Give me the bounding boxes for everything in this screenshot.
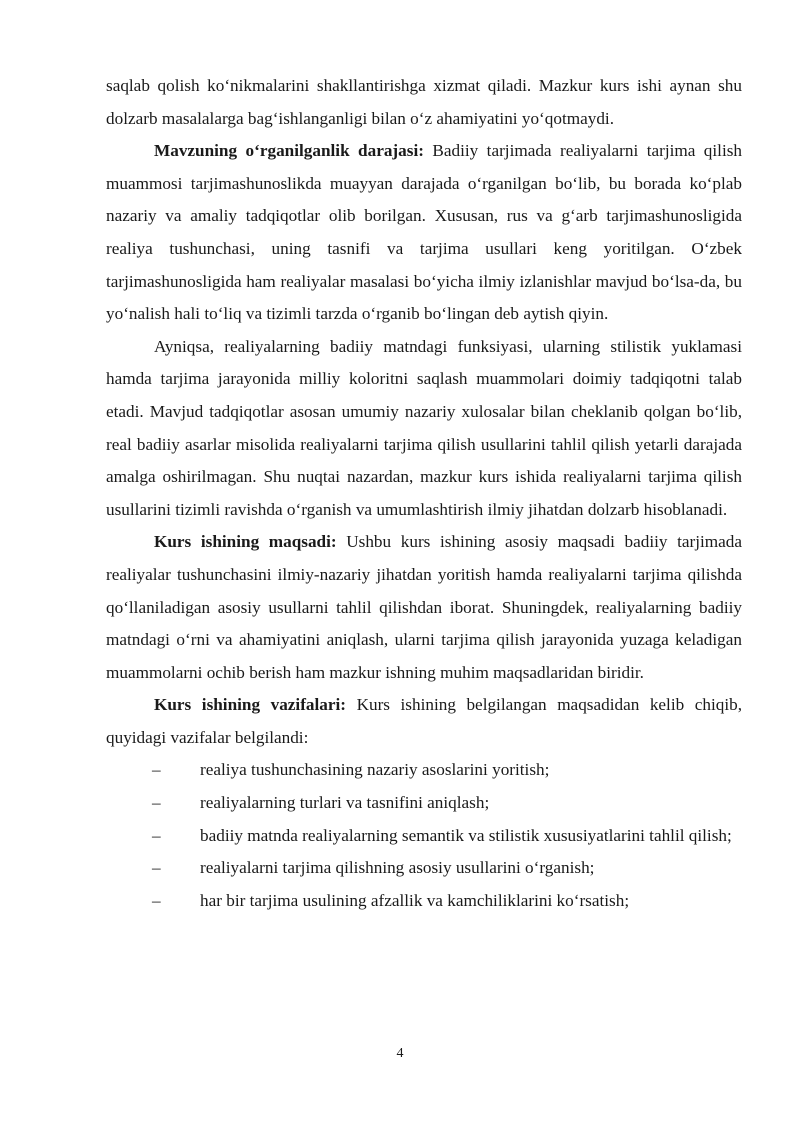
paragraph-relevance: Ayniqsa, realiyalarning badiiy matndagi funksiyasi, ularning stilistik yuklamasi hamda tarjima jarayonida milliy koloritni saqlash muammolari doimiy tadqiqotni talab etadi. Mavjud tadqiqotlar asosan umumiy nazariy xulosalar bilan cheklanib qolgan bo‘lib, real badiiy asarlar misolida realiyalarni tarjima qilish usullarini tahlil qilish yetarli darajada amalga oshirilmagan. Shu nuqtai nazardan, mazkur kurs ishida realiyalarni tarjima qilish usullarini tizimli ravishda o‘rganish va umumlashtirish ilmiy jihatdan dolzarb hisoblanadi. <box>106 336 742 519</box>
document-page <box>106 70 742 917</box>
tasks-text: Kurs ishining belgilangan maqsadidan kelib chiqib, quyidagi vazifalar belgilandi: <box>106 695 742 747</box>
dash-bullet: – <box>152 858 161 878</box>
paragraph-intro-continuation: saqlab qolish ko‘nikmalarini shakllantirishga xizmat qiladi. Mazkur kurs ishi aynan shu dolzarb masalalarga bag‘ishlanganligi bilan o‘z ahamiyatini yo‘qotmaydi. <box>106 76 742 128</box>
dash-bullet: – <box>152 890 161 910</box>
page-number: 4 <box>396 1046 404 1061</box>
list-item-text: realiyalarning turlari va tasnifini aniqlash; <box>200 793 490 813</box>
paragraph-goal <box>106 526 742 689</box>
heading-goal: Kurs ishining maqsadi: <box>154 532 337 552</box>
heading-tasks: Kurs ishining vazifalari: <box>154 695 347 715</box>
paragraph-study-level <box>106 135 742 331</box>
list-item <box>106 820 742 853</box>
list-item-text: har bir tarjima usulining afzallik va kamchiliklarini ko‘rsatish; <box>200 890 630 910</box>
list-item-text: realiya tushunchasining nazariy asoslarini yoritish; <box>200 760 550 780</box>
heading-study-level: Mavzuning o‘rganilganlik darajasi: <box>154 141 424 161</box>
dash-bullet: – <box>152 825 161 845</box>
list-item <box>106 852 742 885</box>
list-item <box>106 754 742 787</box>
study-level-text: Badiiy tarjimada realiyalarni tarjima qilish muammosi tarjimashunoslikda muayyan darajada o‘rganilgan bo‘lib, bu borada ko‘plab nazariy va amaliy tadqiqotlar olib borilgan. Xususan, rus va g‘arb tarjimashunosligida realiya tushunchasi, uning tasnifi va tarjima usullari keng yoritilgan. O‘zbek tarjimashunosligida ham realiyalar masalasi bo‘yicha ilmiy izlanishlar mavjud bo‘lsa-da, bu yo‘nalish hali to‘liq va tizimli tarzda o‘rganib bo‘lingan deb aytish qiyin. <box>106 141 743 324</box>
dash-bullet: – <box>152 760 161 780</box>
goal-text: Ushbu kurs ishining asosiy maqsadi badiiy tarjimada realiyalar tushunchasini ilmiy-nazariy jihatdan yoritish hamda realiyalarni tarjima qilishda qo‘llaniladigan asosiy usullarni tahlil qilishdan iborat. Shuningdek, realiyalarning badiiy matndagi o‘rni va ahamiyatini aniqlash, ularni tarjima qilish jarayonida yuzaga keladigan muammolarni ochib berish ham mazkur ishning muhim maqsadlaridan biridir. <box>106 532 742 682</box>
tasks-list <box>106 754 742 917</box>
list-item-text: realiyalarni tarjima qilishning asosiy usullarini o‘rganish; <box>200 858 595 878</box>
list-item <box>106 787 742 820</box>
paragraph-tasks <box>106 689 742 754</box>
list-item-text: badiiy matnda realiyalarning semantik va stilistik xususiyatlarini tahlil qilish; <box>200 825 732 845</box>
dash-bullet: – <box>152 793 161 813</box>
list-item <box>106 885 742 918</box>
